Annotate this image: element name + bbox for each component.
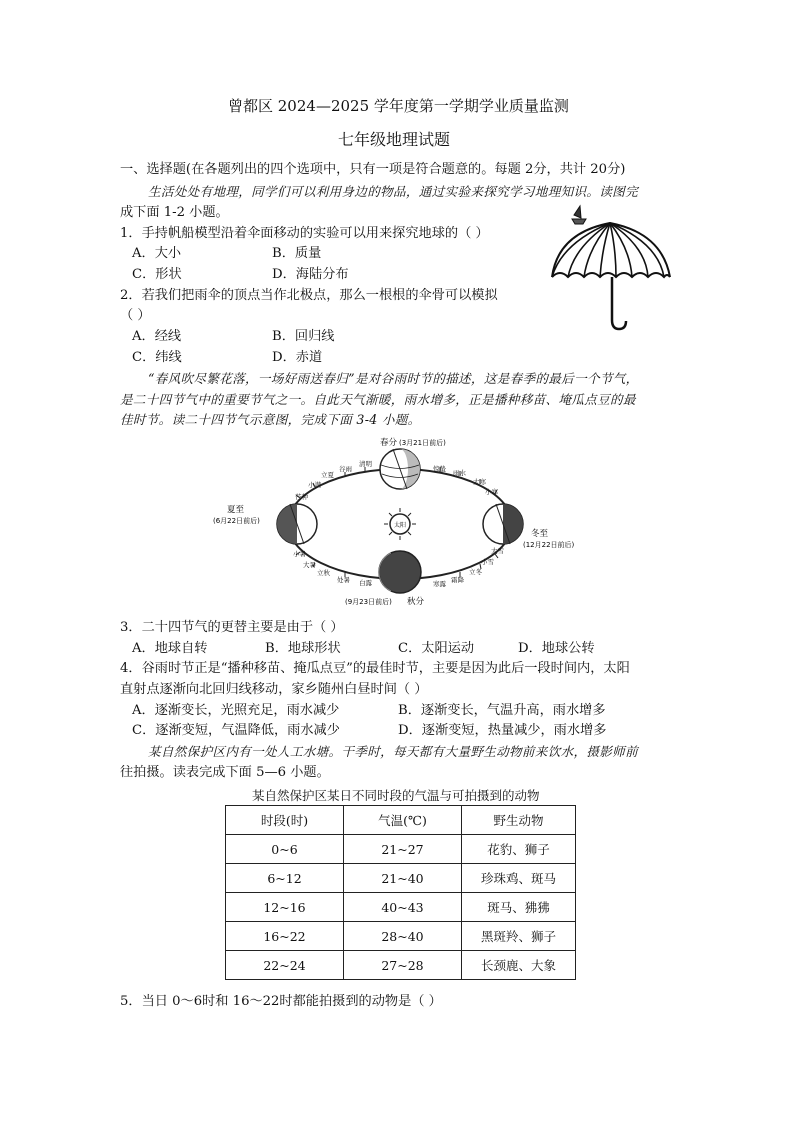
q5-stem: 5．当日 0～6时和 16～22时都能拍摄到的动物是（ ） [120,994,442,1009]
term-chushu: 处暑 [337,576,350,584]
intro-line-2: 成下面 1-2 小题。 [120,205,229,220]
passage2-line-2: 是二十四节气中的重要节气之一。自此天气渐暖，雨水增多，正是播种移苗、埯瓜点豆的最 [120,392,636,407]
label-summer-date: (6月22日前后) [213,517,260,525]
q1-stem: 1．手持帆船模型沿着伞面移动的实验可以用来探究地球的（ ） [120,226,489,241]
term-lidong: 立冬 [469,568,482,576]
q2-option-d: D．赤道 [272,350,323,365]
q2-option-c: C．纬线 [132,350,182,365]
q3-option-b: B．地球形状 [265,641,341,656]
q2-stem: 2．若我们把雨伞的顶点当作北极点，那么一根根的伞骨可以模拟 [120,288,498,303]
exam-title: 曾都区 2024—2025 学年度第一学期学业质量监测 [228,97,569,115]
q3-stem: 3．二十四节气的更替主要是由于（ ） [120,620,344,635]
passage2-line-1: “春风吹尽繁花落，一场好雨送春归”是对谷雨时节的描述，这是春季的最后一个节气， [148,371,639,386]
cell-temperature: 28~40 [344,922,462,951]
term-dahan: 大寒 [473,478,486,486]
table-caption: 某自然保护区某日不同时段的气温与可拍摄到的动物 [252,788,540,803]
label-winter: 冬至 [531,529,549,539]
q4-option-d: D．逐渐变短，热量减少，雨水增多 [398,723,607,738]
q1-option-d: D．海陆分布 [272,267,349,282]
passage2-line-3: 佳时节。读二十四节气示意图，完成下面 3-4 小题。 [120,412,421,427]
q4-option-b: B．逐渐变长，气温升高，雨水增多 [398,703,606,718]
cell-time: 12~16 [226,893,344,922]
q4-stem: 4．谷雨时节正是“播种移苗、掩瓜点豆”的最佳时节，主要是因为此后一段时间内，太阳 [120,661,630,676]
solar-terms-diagram [205,432,585,612]
exam-subtitle: 七年级地理试题 [338,130,451,149]
cell-time: 16~22 [226,922,344,951]
label-summer: 夏至 [227,505,245,515]
label-autumn-date: (9月23日前后) [345,598,392,606]
term-xiaoman: 小满 [308,481,321,489]
table-row [226,864,576,893]
table-row [226,922,576,951]
cell-time: 0~6 [226,835,344,864]
cell-time: 6~12 [226,864,344,893]
label-spring: 春分 [380,438,398,448]
term-guyu: 谷雨 [339,465,352,473]
q1-option-b: B．质量 [272,246,322,261]
q1-option-a: A．大小 [132,246,182,261]
cell-temperature: 27~28 [344,951,462,980]
passage3-line-1: 某自然保护区内有一处人工水塘。干季时，每天都有大量野生动物前来饮水，摄影师前 [148,744,638,759]
cell-temperature: 40~43 [344,893,462,922]
term-hanlu: 寒露 [433,580,446,588]
q4-option-a: A．逐渐变长，光照充足，雨水减少 [132,703,340,718]
header-animals: 野生动物 [462,806,576,835]
header-time: 时段(时) [226,806,344,835]
cell-animals: 珍珠鸡、斑马 [462,864,576,893]
table-row [226,835,576,864]
term-bailu: 白露 [359,579,372,587]
q4-stem-continued: 直射点逐渐向北回归线移动，家乡随州白昼时间（ ） [120,682,428,697]
q3-option-c: C．太阳运动 [398,641,475,656]
term-yushui: 雨水 [453,469,466,477]
term-xiaohan: 小寒 [485,488,498,496]
term-mangzhong: 芒种 [295,493,308,501]
q4-option-c: C．逐渐变短，气温降低，雨水减少 [132,723,340,738]
term-shuangjiang: 霜降 [451,576,464,584]
section-heading: 一、选择题(在各题列出的四个选项中，只有一项是符合题意的。每题 2分，共计 20分) [120,162,626,177]
q2-option-b: B．回归线 [272,329,335,344]
passage3-line-2: 往拍摄。读表完成下面 5—6 小题。 [120,765,330,780]
q3-option-d: D．地球公转 [518,641,595,656]
cell-temperature: 21~40 [344,864,462,893]
term-dashu: 大暑 [303,561,316,569]
intro-line-1: 生活处处有地理，同学们可以利用身边的物品，通过实验来探究学习地理知识。读图完 [148,184,638,199]
q3-option-a: A．地球自转 [132,641,208,656]
term-xiaoshu: 小暑 [293,550,306,558]
term-daxue: 大雪 [491,547,504,555]
table-row [226,951,576,980]
sun-label: 太阳 [393,522,407,529]
q2-stem-continued: （ ） [120,308,151,323]
q2-option-a: A．经线 [132,329,182,344]
label-spring-date: (3月21日前后) [399,439,446,447]
term-lixia: 立夏 [321,471,334,479]
umbrella-illustration [548,203,676,333]
table-row [226,893,576,922]
wildlife-table [225,805,576,980]
cell-animals: 斑马、狒狒 [462,893,576,922]
label-winter-date: (12月22日前后) [523,541,575,549]
table-header-row [226,806,576,835]
cell-animals: 黑斑羚、狮子 [462,922,576,951]
cell-time: 22~24 [226,951,344,980]
term-jingzhe: 惊蛰 [433,465,446,473]
header-temperature: 气温(℃) [344,806,462,835]
label-autumn: 秋分 [407,597,425,607]
term-qingming: 清明 [359,460,372,468]
q1-option-c: C．形状 [132,267,182,282]
term-liqiu: 立秋 [317,569,330,577]
term-xiaoxue: 小雪 [481,558,494,566]
cell-temperature: 21~27 [344,835,462,864]
cell-animals: 长颈鹿、大象 [462,951,576,980]
cell-animals: 花豹、狮子 [462,835,576,864]
